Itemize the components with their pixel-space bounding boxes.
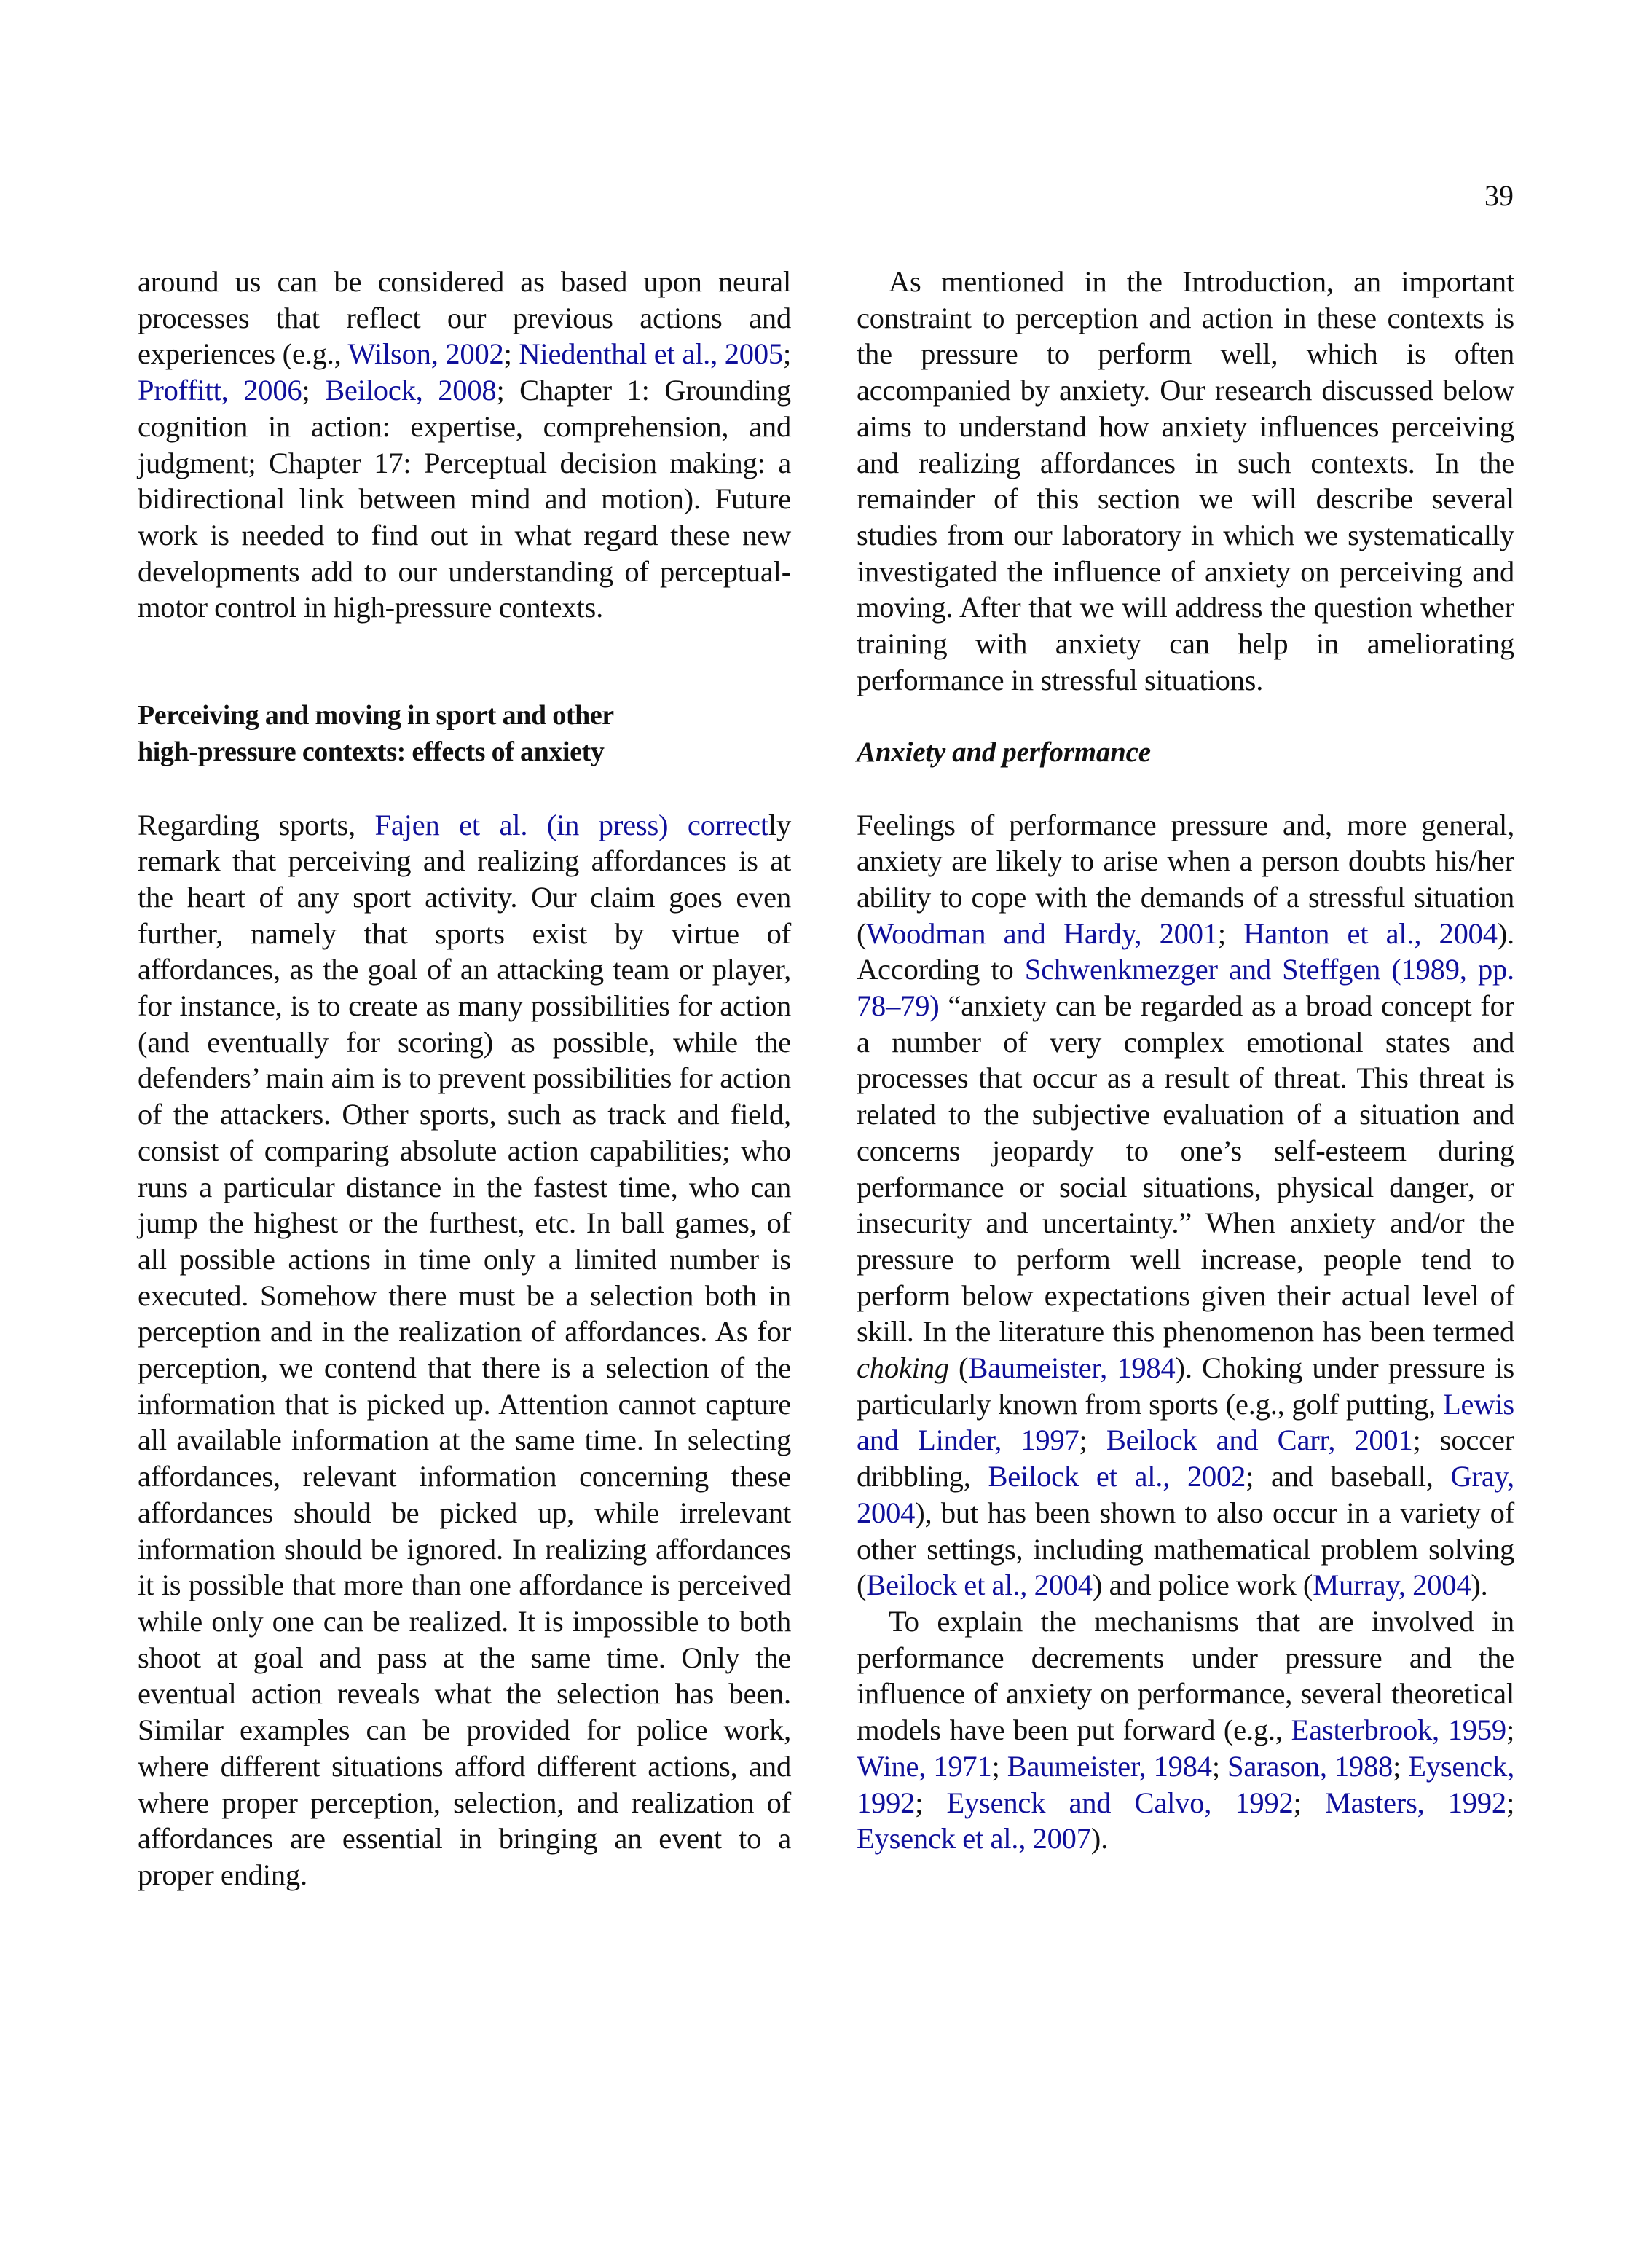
citation-link[interactable]: Beilock, 2008 xyxy=(325,374,497,407)
text-run: ; xyxy=(1506,1713,1515,1747)
text-run: ; xyxy=(782,337,791,371)
text-run: ; xyxy=(1217,916,1244,950)
text-run: ; xyxy=(991,1749,1007,1783)
paragraph xyxy=(857,807,1514,1603)
citation-link[interactable]: Wine, 1971 xyxy=(857,1749,992,1783)
text-run: ; Chapter 1: Grounding cognition in action: expertise, comprehension, and judgment; Chapter 17: Perceptual decision making: a bidirectional link between mind and motion). Future work is needed to find out in what regard these new developments add to our understanding of perceptual-motor control in high-pressure contexts. xyxy=(138,374,791,624)
text-run: around us can be considered as based upon neural processes that reflect our previous actions and experiences (e.g., xyxy=(138,265,791,371)
citation-link[interactable]: Easterbrook, 1959 xyxy=(1291,1713,1506,1747)
citation-link[interactable]: Eysenck and Calvo, 1992 xyxy=(946,1786,1294,1819)
section-heading xyxy=(138,698,791,770)
text-run: ( xyxy=(948,1351,969,1385)
citation-link[interactable]: Beilock et al., 2002 xyxy=(988,1460,1246,1493)
citation-link[interactable]: Lewis and Linder, 1997 xyxy=(857,1387,1514,1457)
text-run: Regarding sports, xyxy=(138,808,375,841)
citation-link[interactable]: Woodman and Hardy, 2001 xyxy=(866,916,1218,950)
text-run: ). xyxy=(1090,1822,1109,1856)
spacer xyxy=(138,626,791,698)
text-run: ). According to xyxy=(857,916,1514,986)
text-run: ly remark that perceiving and realizing affordances is at the heart of any sport activity. Our claim goes even further, namely that sports exist by virtue of affordances, as the goal of an attacking team or player, for instance, is to create as many possibilities for action (and eventually for scoring) as possible, while the defenders’ main aim is to prevent possibilities for action of the attackers. Other sports, such as track and field, consist of comparing absolute action capabilities; who runs a particular distance in the fastest time, who can jump the highest or the furthest, etc. In ball games, of all possible actions in time only a limited number is executed. Somehow there must be a selection both in perception and in the realization of affordances. As for perception, we contend that there is a selection of the information that is picked up. Attention cannot capture all available information at the same time. In selecting affordances, relevant information concerning these affordances should be picked up, while irrelevant information should be ignored. In realizing affordances it is possible that more than one affordance is perceived while only one can be realized. It is impossible to both shoot at goal and pass at the same time. Only the eventual action reveals what the selection has been. Similar examples can be provided for police work, where different situations afford different actions, and where proper perception, selection, and realization of affordances are essential in bringing an event to a proper ending. xyxy=(138,808,791,1891)
spacer xyxy=(138,771,791,807)
paragraph xyxy=(138,807,791,1893)
text-run: “anxiety can be regarded as a broad concept for a number of very complex emotional states and processes that occur as a result of threat. This threat is related to the subjective evaluation of a situation and concerns jeopardy to one’s self-esteem during performance or social situations, physical danger, or insecurity and uncertainty.” When anxiety and/or the pressure to perform well increase, people tend to perform below expectations given their actual level of skill. In the literature this phenomenon has been termed xyxy=(857,989,1514,1348)
text-run: ) and police work ( xyxy=(1092,1568,1313,1602)
text-run: As mentioned in the Introduction, an important constraint to perception and action in these contexts is the pressure to perform well, which is often accompanied by anxiety. Our research discussed below aims to understand how anxiety influences perceiving and realizing affordances in such contexts. In the remainder of this section we will describe several studies from our laboratory in which we systematically investigated the influence of anxiety on perceiving and moving. After that we will address the question whether training with anxiety can help in ameliorating performance in stressful situations. xyxy=(857,265,1514,696)
text-run: ). xyxy=(1471,1568,1488,1602)
citation-link[interactable]: Murray, 2004 xyxy=(1313,1568,1471,1602)
text-run: ; xyxy=(1293,1786,1325,1819)
citation-link[interactable]: Eysenck, 1992 xyxy=(857,1749,1514,1819)
citation-link[interactable]: Gray, 2004 xyxy=(857,1460,1514,1529)
section-heading-line: high-pressure contexts: effects of anxiety xyxy=(138,737,605,768)
citation-link[interactable]: Sarason, 1988 xyxy=(1227,1749,1393,1783)
text-run: ; and baseball, xyxy=(1246,1460,1451,1493)
citation-link[interactable]: Beilock and Carr, 2001 xyxy=(1106,1424,1413,1457)
citation-link[interactable]: Beilock et al., 2004 xyxy=(866,1568,1093,1602)
citation-link[interactable]: Baumeister, 1984 xyxy=(1007,1749,1212,1783)
citation-link[interactable]: Eysenck et al., 2007 xyxy=(857,1822,1091,1856)
citation-link[interactable]: Hanton et al., 2004 xyxy=(1243,916,1498,950)
paragraph xyxy=(857,264,1514,698)
left-column xyxy=(138,264,791,1893)
paragraph xyxy=(138,264,791,626)
citation-link[interactable]: Baumeister, 1984 xyxy=(968,1351,1176,1385)
emphasized-term: choking xyxy=(857,1351,949,1385)
paragraph xyxy=(857,1603,1514,1857)
text-run: ; xyxy=(302,374,326,407)
subsection-heading: Anxiety and performance xyxy=(857,737,1151,769)
citation-link[interactable]: Schwenkmezger and Steffgen (1989, pp. 78–79) xyxy=(857,953,1514,1023)
section-heading-line: Perceiving and moving in sport and other xyxy=(138,700,614,731)
text-run: ; xyxy=(1506,1786,1515,1819)
text-run: ; xyxy=(915,1786,947,1819)
text-run: ), but has been shown to also occur in a variety of other settings, including mathematical problem solving ( xyxy=(857,1496,1514,1602)
text-run: ; xyxy=(1211,1749,1227,1783)
text-run: ; xyxy=(1079,1424,1106,1457)
citation-link[interactable]: Proffitt, 2006 xyxy=(138,374,302,407)
page-number: 39 xyxy=(1484,179,1514,212)
text-run: Feelings of performance pressure and, more general, anxiety are likely to arise when a person doubts his/her ability to cope with the demands of a stressful situation ( xyxy=(857,808,1514,950)
spacer xyxy=(857,771,1514,807)
text-run: To explain the mechanisms that are involved in performance decrements under pressure and the influence of anxiety on performance, several theoretical models have been put forward (e.g., xyxy=(857,1604,1514,1747)
spacer xyxy=(857,698,1514,734)
citation-link[interactable]: Masters, 1992 xyxy=(1324,1786,1506,1819)
text-run: ; xyxy=(1393,1749,1409,1783)
citation-link[interactable]: Wilson, 2002 xyxy=(347,337,504,371)
citation-link[interactable]: Niedenthal et al., 2005 xyxy=(519,337,783,371)
right-column xyxy=(857,264,1514,1857)
text-run: ; soccer dribbling, xyxy=(857,1424,1515,1493)
text-run: ). Choking under pressure is particularly known from sports (e.g., golf putting, xyxy=(857,1351,1515,1421)
citation-link[interactable]: Fajen et al. (in press) correct xyxy=(374,808,768,841)
text-run: ; xyxy=(503,337,519,371)
